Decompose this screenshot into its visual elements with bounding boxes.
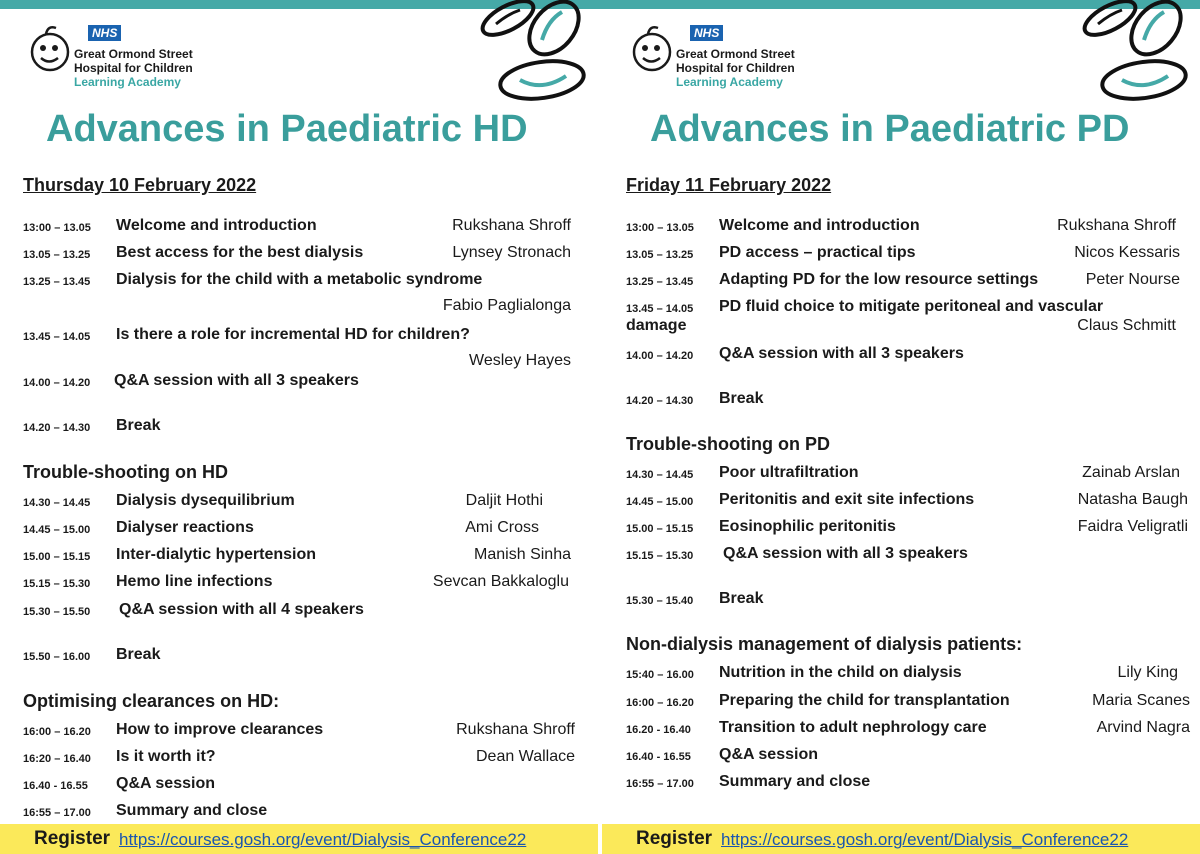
row-time: 15.50 – 16.00 (23, 651, 91, 663)
logo-line-1: Great Ormond Street (74, 47, 193, 61)
row-talk: Q&A session (116, 775, 215, 792)
row-speaker: Dean Wallace (475, 748, 575, 765)
row-time: 16:00 – 16.20 (23, 726, 91, 738)
row-speaker: Fabio Paglialonga (442, 297, 571, 314)
logo-line-3: Learning Academy (74, 75, 181, 89)
row-talk: Is it worth it? (116, 748, 216, 765)
row-talk: Break (719, 390, 764, 407)
row-time: 14.20 – 14.30 (23, 422, 91, 434)
schedule-row (626, 746, 1186, 768)
schedule-row (23, 573, 583, 595)
row-talk: Welcome and introduction (719, 217, 920, 234)
row-speaker: Lily King (1117, 664, 1178, 681)
row-time: 13.25 – 13.45 (23, 276, 91, 288)
logo-line-2: Hospital for Children (676, 61, 795, 75)
row-talk: Poor ultrafiltration (719, 464, 859, 481)
row-talk: Break (719, 590, 764, 607)
row-time: 15.00 – 15.15 (23, 551, 91, 563)
row-time: 14.45 – 15.00 (23, 524, 91, 536)
row-talk: PD fluid choice to mitigate peritoneal and vascular (719, 298, 1104, 315)
register-footer (0, 824, 598, 854)
row-speaker: Maria Scanes (1092, 692, 1190, 709)
row-time: 15.15 – 15.30 (626, 550, 694, 562)
gosh-logo (28, 22, 208, 90)
row-speaker: Ami Cross (465, 519, 539, 536)
row-talk: PD access – practical tips (719, 244, 916, 261)
section-heading: Trouble-shooting on PD (626, 434, 830, 454)
nhs-badge: NHS (88, 25, 121, 41)
row-time: 13.45 – 14.05 (626, 303, 694, 315)
schedule-row (23, 217, 583, 239)
row-speaker: Arvind Nagra (1096, 719, 1190, 736)
schedule-row (23, 546, 583, 568)
row-time: 13.45 – 14.05 (23, 331, 91, 343)
row-talk: Adapting PD for the low resource settings (719, 271, 1039, 288)
register-label: Register (34, 828, 111, 849)
schedule-row (23, 244, 583, 266)
logo-line-1: Great Ormond Street (676, 47, 795, 61)
schedule-row (23, 271, 583, 319)
row-talk: Summary and close (116, 802, 268, 819)
row-speaker: Peter Nourse (1085, 271, 1180, 288)
register-link[interactable]: https://courses.gosh.org/event/Dialysis_Conference22 (119, 830, 527, 849)
row-talk: Peritonitis and exit site infections (719, 491, 975, 508)
row-time: 15.15 – 15.30 (23, 578, 91, 590)
row-talk: Q&A session with all 3 speakers (719, 345, 964, 362)
row-time: 16.40 - 16.55 (626, 751, 691, 763)
row-talk: Transition to adult nephrology care (719, 719, 987, 736)
row-talk: Hemo line infections (116, 573, 273, 590)
schedule-row (626, 244, 1186, 266)
row-time: 16:20 – 16.40 (23, 753, 91, 765)
row-time: 14.00 – 14.20 (23, 377, 91, 389)
row-time: 16.20 - 16.40 (626, 724, 691, 736)
row-talk: Nutrition in the child on dialysis (719, 664, 962, 681)
row-time: 13:00 – 13.05 (626, 222, 694, 234)
row-speaker: Rukshana Shroff (456, 721, 575, 738)
row-time: 14.20 – 14.30 (626, 395, 694, 407)
schedule-row (626, 345, 1186, 367)
schedule-row (23, 326, 583, 374)
nhs-badge: NHS (690, 25, 723, 41)
row-time: 16:55 – 17.00 (23, 807, 91, 819)
row-talk: Dialysis dysequilibrium (116, 492, 295, 509)
hd-panel (0, 0, 598, 854)
logo-line-3: Learning Academy (676, 75, 783, 89)
row-talk: Summary and close (719, 773, 871, 790)
gosh-logo (630, 22, 810, 90)
row-time: 15:40 – 16.00 (626, 669, 694, 681)
child-face-icon (630, 22, 674, 76)
page-title: Advances in Paediatric HD (46, 108, 528, 150)
row-talk: Break (116, 646, 161, 663)
row-time: 16:55 – 17.00 (626, 778, 694, 790)
row-time: 15.30 – 15.50 (23, 606, 91, 618)
schedule-row (626, 217, 1186, 239)
schedule-row (23, 519, 583, 541)
decorative-rings-icon (1052, 0, 1200, 108)
logo-line-2: Hospital for Children (74, 61, 193, 75)
schedule-row (626, 719, 1190, 741)
row-speaker: Daljit Hothi (465, 492, 543, 509)
row-speaker: Rukshana Shroff (452, 217, 571, 234)
schedule-row (23, 646, 583, 668)
row-talk: Dialysis for the child with a metabolic syndrome (116, 271, 483, 288)
row-speaker: Zainab Arslan (1082, 464, 1180, 481)
row-speaker: Wesley Hayes (469, 352, 571, 369)
row-time: 15.00 – 15.15 (626, 523, 694, 535)
row-talk: How to improve clearances (116, 721, 324, 738)
row-talk: Inter-dialytic hypertension (116, 546, 317, 563)
row-speaker: Nicos Kessaris (1074, 244, 1180, 261)
date-heading: Thursday 10 February 2022 (23, 175, 257, 195)
row-talk: Q&A session with all 3 speakers (723, 545, 968, 562)
row-talk: Eosinophilic peritonitis (719, 518, 896, 535)
row-talk: Is there a role for incremental HD for children? (116, 326, 470, 343)
schedule-row (626, 773, 1186, 795)
schedule-row (626, 390, 1186, 412)
decorative-rings-icon (450, 0, 598, 108)
row-time: 14.30 – 14.45 (23, 497, 91, 509)
row-time: 15.30 – 15.40 (626, 595, 694, 607)
row-talk: Q&A session with all 3 speakers (114, 372, 359, 389)
section-heading: Non-dialysis management of dialysis patients: (626, 634, 1023, 654)
schedule-row (23, 492, 583, 514)
section-heading: Trouble-shooting on HD (23, 462, 228, 482)
row-talk: Welcome and introduction (116, 217, 317, 234)
row-time: 14.45 – 15.00 (626, 496, 694, 508)
schedule-row (23, 372, 583, 394)
schedule-row (23, 748, 583, 770)
pd-panel (602, 0, 1200, 854)
schedule-row (626, 664, 1186, 686)
schedule-row (626, 545, 1186, 567)
row-time: 13.05 – 13.25 (626, 249, 694, 261)
schedule-row (626, 590, 1186, 612)
row-time: 16.40 - 16.55 (23, 780, 88, 792)
schedule-row (626, 298, 1186, 342)
row-talk: Preparing the child for transplantation (719, 692, 1010, 709)
row-speaker: Rukshana Shroff (1057, 217, 1176, 234)
schedule-row (23, 802, 583, 824)
schedule-row (23, 601, 583, 623)
register-footer (602, 824, 1200, 854)
row-speaker: Sevcan Bakkaloglu (432, 573, 569, 590)
schedule-row (626, 271, 1186, 293)
row-time: 14.30 – 14.45 (626, 469, 694, 481)
row-time: 13:00 – 13.05 (23, 222, 91, 234)
child-face-icon (28, 22, 72, 76)
row-time: 14.00 – 14.20 (626, 350, 694, 362)
row-speaker: Faidra Veligratli (1077, 518, 1188, 535)
row-talk: Break (116, 417, 161, 434)
row-talk: Q&A session with all 4 speakers (119, 601, 364, 618)
row-talk: Dialyser reactions (116, 519, 254, 536)
row-talk: Best access for the best dialysis (116, 244, 364, 261)
schedule-row (23, 417, 583, 439)
row-time: 13.25 – 13.45 (626, 276, 694, 288)
row-speaker: Claus Schmitt (1077, 317, 1176, 334)
register-link[interactable]: https://courses.gosh.org/event/Dialysis_Conference22 (721, 830, 1129, 849)
section-heading: Optimising clearances on HD: (23, 691, 280, 711)
row-time: 13.05 – 13.25 (23, 249, 91, 261)
schedule-row (626, 518, 1186, 540)
date-heading: Friday 11 February 2022 (626, 175, 832, 195)
row-talk: damage (626, 317, 687, 334)
schedule-row (23, 721, 583, 743)
register-label: Register (636, 828, 713, 849)
row-speaker: Natasha Baugh (1077, 491, 1188, 508)
schedule-row (626, 692, 1190, 714)
page-title: Advances in Paediatric PD (650, 108, 1130, 150)
row-time: 16:00 – 16.20 (626, 697, 694, 709)
schedule-row (626, 491, 1186, 513)
schedule-row (23, 775, 583, 797)
row-speaker: Lynsey Stronach (452, 244, 571, 261)
row-talk: Q&A session (719, 746, 818, 763)
schedule-row (626, 464, 1186, 486)
row-speaker: Manish Sinha (474, 546, 571, 563)
